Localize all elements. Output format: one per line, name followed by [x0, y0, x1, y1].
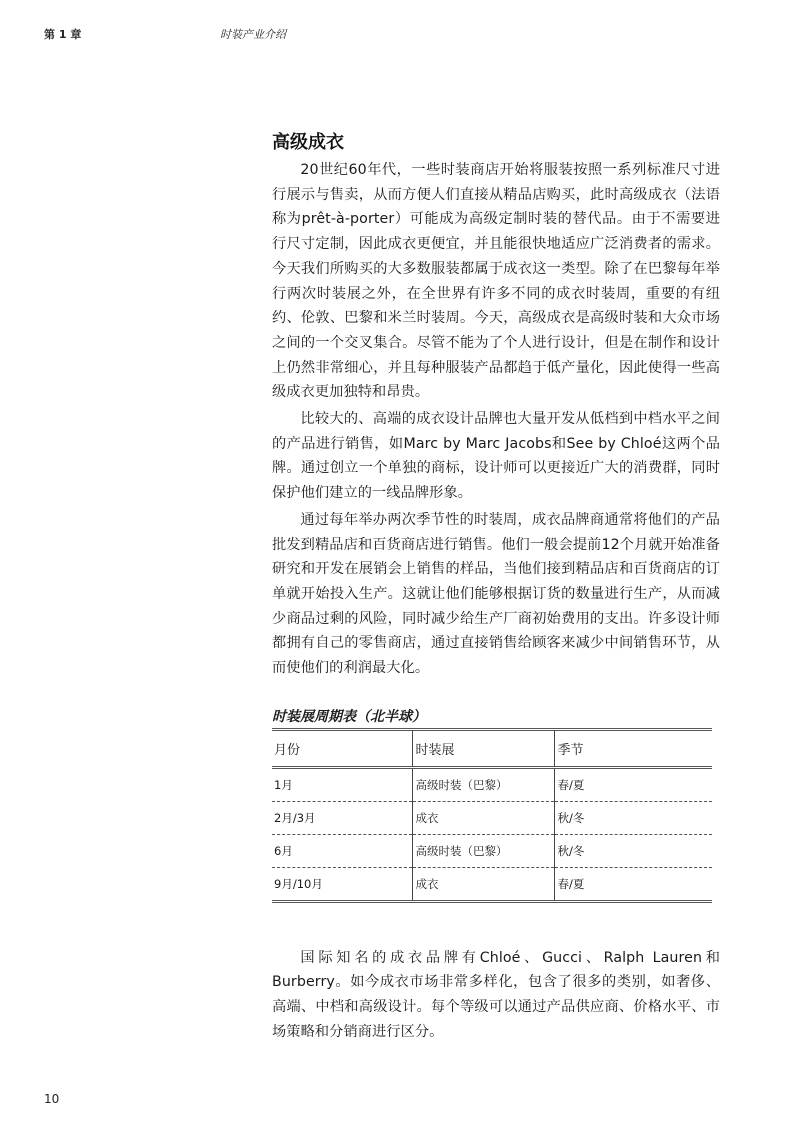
table-cell-show: 高级时装（巴黎） [412, 834, 554, 867]
section-heading: 高级成衣 [272, 132, 344, 153]
table-cell-season: 春/夏 [554, 767, 712, 801]
column-header-show: 时装展 [412, 729, 554, 767]
body-paragraph: 通过每年举办两次季节性的时装周，成衣品牌商通常将他们的产品批发到精品店和百货商店进行销售。他们一般会提前12个月就开始准备研究和开发在展销会上销售的样品，当他们接到精品店和百货商店的订单就开始投入生产。这就让他们能够根据订货的数量进行生产，从而减少商品过剩的风险，同时减少给生产厂商初始费用的支出。许多设计师都拥有自己的零售商店，通过直接销售给顾客来减少中间销售环节，从而使他们的利润最大化。 [272, 511, 720, 677]
table-cell-season: 秋/冬 [554, 801, 712, 834]
table-row [272, 767, 712, 801]
closing-paragraph: 国际知名的成衣品牌有Chloé、Gucci、Ralph Lauren和Burberry。如今成衣市场非常多样化，包含了很多的类别，如奢侈、高端、中档和高级设计。每个等级可以通过产品供应商、价格水平、市场策略和分销商进行区分。 [272, 949, 720, 1040]
table-cell-month: 1月 [272, 767, 412, 801]
table-cell-month: 6月 [272, 834, 412, 867]
body-paragraph: 比较大的、高端的成衣设计品牌也大量开发从低档到中档水平之间的产品进行销售，如Marc by Marc Jacobs和See by Chloé这两个品牌。通过创立一个单独的商标，设计师可以更接近广大的消费群，同时保护他们建立的一线品牌形象。 [272, 411, 720, 502]
fashion-week-table [272, 728, 712, 903]
column-header-season: 季节 [554, 729, 712, 767]
running-title: 时装产业介绍 [220, 28, 286, 41]
chapter-label: 第 1 章 [44, 28, 82, 41]
table-row [272, 867, 712, 901]
body-paragraph: 20世纪60年代，一些时装商店开始将服装按照一系列标准尺寸进行展示与售卖，从而方便人们直接从精品店购买，此时高级成衣（法语称为prêt-à-porter）可能成为高级定制时装的替代品。由于不需要进行尺寸定制，因此成衣更便宜，并且能很快地适应广泛消费者的需求。今天我们所购买的大多数服装都属于成衣这一类型。除了在巴黎每年举行两次时装展之外，在全世界有许多不同的成衣时装周，重要的有纽约、伦敦、巴黎和米兰时装周。今天，高级成衣是高级时装和大众市场之间的一个交叉集合。尽管不能为了个人进行设计，但是在制作和设计上仍然非常细心，并且每种服装产品都趋于低产量化，因此使得一些高级成衣更加独特和昂贵。 [272, 162, 720, 401]
table-cell-show: 成衣 [412, 867, 554, 901]
table-row [272, 801, 712, 834]
table-header-row [272, 729, 712, 767]
table-cell-show: 成衣 [412, 801, 554, 834]
main-content [272, 128, 720, 1047]
table-cell-season: 春/夏 [554, 867, 712, 901]
table-cell-month: 9月/10月 [274, 876, 323, 891]
page-number: 10 [44, 1092, 60, 1106]
column-header-month: 月份 [272, 729, 412, 767]
table-title: 时装展周期表（北半球） [272, 708, 426, 725]
running-header [44, 22, 746, 42]
table-row [272, 834, 712, 867]
table-cell-month: 2月/3月 [272, 801, 412, 834]
table-cell-season: 秋/冬 [554, 834, 712, 867]
table-cell-show: 高级时装（巴黎） [412, 767, 554, 801]
